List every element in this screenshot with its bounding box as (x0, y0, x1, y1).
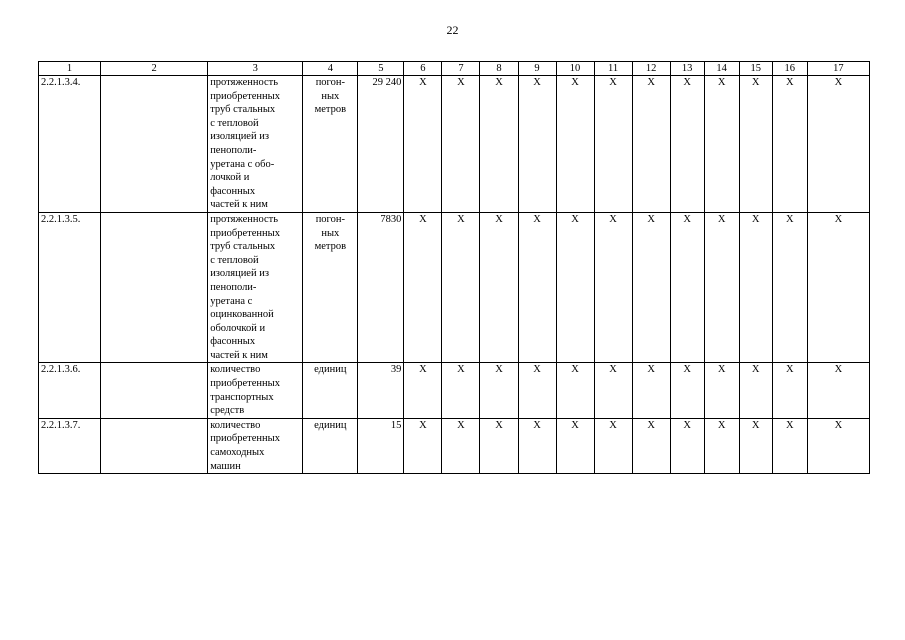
mark-cell: X (556, 363, 594, 418)
mark-cell: X (404, 212, 442, 363)
table-row (39, 363, 870, 418)
mark-cell: X (480, 418, 518, 473)
mark-cell: X (518, 418, 556, 473)
indicator-name (208, 212, 303, 363)
mark-cell: X (739, 76, 772, 213)
mark-cell: X (704, 418, 739, 473)
indicator-name (208, 363, 303, 418)
table-row (39, 418, 870, 473)
mark-cell: X (670, 212, 704, 363)
page-number: 22 (446, 23, 459, 37)
unit-line: единиц (314, 364, 347, 376)
mark-cell: X (807, 363, 869, 418)
indicator-name-line: протяженность (210, 77, 279, 88)
mark-cell: X (404, 363, 442, 418)
unit-line: ных (321, 227, 340, 239)
empty-cell (101, 76, 208, 213)
mark-cell: X (704, 76, 739, 213)
column-header: 9 (518, 62, 556, 76)
empty-cell (101, 212, 208, 363)
indicator-name-line: с тепловой (210, 117, 259, 129)
mark-cell: X (632, 418, 670, 473)
indicator-name-line: уретана с обо- (210, 158, 275, 170)
indicator-table (38, 61, 870, 474)
mark-cell: X (670, 76, 704, 213)
indicator-name-line: уретана с (210, 295, 253, 307)
table-body (39, 76, 870, 474)
mark-cell: X (404, 418, 442, 473)
indicator-name-line: оболочкой и (210, 322, 266, 334)
mark-cell: X (442, 76, 480, 213)
mark-cell: X (442, 363, 480, 418)
unit-line: погон- (315, 77, 345, 88)
mark-cell: X (594, 363, 632, 418)
mark-cell: X (518, 363, 556, 418)
unit-cell (303, 363, 358, 418)
value-cell: 39 (358, 363, 404, 418)
unit-cell (303, 212, 358, 363)
mark-cell: X (739, 212, 772, 363)
indicator-name-line: фасонных (210, 336, 256, 348)
empty-cell (101, 418, 208, 473)
row-code: 2.2.1.3.7. (39, 418, 101, 473)
indicator-name-line: с тепловой (210, 254, 259, 266)
indicator-name-line: приобретенных (210, 227, 280, 239)
column-header: 12 (632, 62, 670, 76)
mark-cell: X (556, 418, 594, 473)
unit-cell (303, 76, 358, 213)
indicator-name-line: изоляцией из (210, 268, 269, 280)
mark-cell: X (670, 363, 704, 418)
indicator-name-line: самоходных (210, 447, 265, 459)
indicator-name-line: приобретенных (210, 90, 280, 102)
row-code: 2.2.1.3.6. (39, 363, 101, 418)
mark-cell: X (480, 76, 518, 213)
column-header: 7 (442, 62, 480, 76)
mark-cell: X (594, 418, 632, 473)
indicator-name-line: частей к ним (210, 199, 268, 211)
value-cell: 29 240 (358, 76, 404, 213)
mark-cell: X (739, 363, 772, 418)
indicator-name-line: транспортных (210, 391, 274, 403)
table-row (39, 212, 870, 363)
mark-cell: X (632, 212, 670, 363)
indicator-name-line: приобретенных (210, 378, 280, 390)
table-row (39, 76, 870, 213)
column-header: 8 (480, 62, 518, 76)
mark-cell: X (772, 212, 807, 363)
mark-cell: X (632, 363, 670, 418)
mark-cell: X (518, 76, 556, 213)
mark-cell: X (704, 212, 739, 363)
column-header: 4 (303, 62, 358, 76)
header-row (39, 62, 870, 76)
mark-cell: X (772, 363, 807, 418)
mark-cell: X (807, 212, 869, 363)
row-code: 2.2.1.3.4. (39, 76, 101, 213)
mark-cell: X (442, 212, 480, 363)
mark-cell: X (632, 76, 670, 213)
mark-cell: X (807, 76, 869, 213)
mark-cell: X (670, 418, 704, 473)
column-header: 11 (594, 62, 632, 76)
mark-cell: X (704, 363, 739, 418)
indicator-name-line: машин (210, 460, 241, 472)
column-header: 15 (739, 62, 772, 76)
mark-cell: X (404, 76, 442, 213)
value-cell: 15 (358, 418, 404, 473)
mark-cell: X (556, 212, 594, 363)
mark-cell: X (556, 76, 594, 213)
column-header: 1 (39, 62, 101, 76)
unit-line: ных (321, 90, 340, 102)
mark-cell: X (772, 76, 807, 213)
indicator-name-line: пенополи- (210, 144, 257, 156)
indicator-name-line: изоляцией из (210, 131, 269, 143)
indicator-name-line: частей к ним (210, 349, 268, 361)
indicator-name-line: труб стальных (210, 241, 276, 253)
column-header: 13 (670, 62, 704, 76)
mark-cell: X (807, 418, 869, 473)
mark-cell: X (594, 76, 632, 213)
value-cell: 7830 (358, 212, 404, 363)
column-header: 5 (358, 62, 404, 76)
indicator-name-line: количество (210, 364, 261, 376)
indicator-name-line: пенополи- (210, 281, 257, 293)
indicator-name-line: приобретенных (210, 433, 280, 445)
indicator-name (208, 76, 303, 213)
unit-line: метров (314, 104, 347, 116)
mark-cell: X (594, 212, 632, 363)
indicator-name-line: протяженность (210, 213, 279, 225)
column-header: 2 (101, 62, 208, 76)
empty-cell (101, 363, 208, 418)
unit-line: метров (314, 241, 347, 253)
column-header: 16 (772, 62, 807, 76)
mark-cell: X (518, 212, 556, 363)
unit-cell (303, 418, 358, 473)
mark-cell: X (480, 212, 518, 363)
mark-cell: X (480, 363, 518, 418)
mark-cell: X (772, 418, 807, 473)
indicator-name (208, 418, 303, 473)
indicator-name-line: труб стальных (210, 104, 276, 116)
mark-cell: X (739, 418, 772, 473)
column-header: 14 (704, 62, 739, 76)
unit-line: погон- (315, 213, 345, 225)
mark-cell: X (442, 418, 480, 473)
column-header: 10 (556, 62, 594, 76)
indicator-name-line: количество (210, 419, 261, 431)
column-header: 17 (807, 62, 869, 76)
column-header: 3 (208, 62, 303, 76)
indicator-name-line: средств (210, 405, 245, 417)
indicator-name-line: лочкой и (210, 172, 250, 184)
unit-line: единиц (314, 419, 347, 431)
indicator-name-line: оцинкованной (210, 309, 274, 321)
column-header: 6 (404, 62, 442, 76)
indicator-name-line: фасонных (210, 185, 256, 197)
row-code: 2.2.1.3.5. (39, 212, 101, 363)
